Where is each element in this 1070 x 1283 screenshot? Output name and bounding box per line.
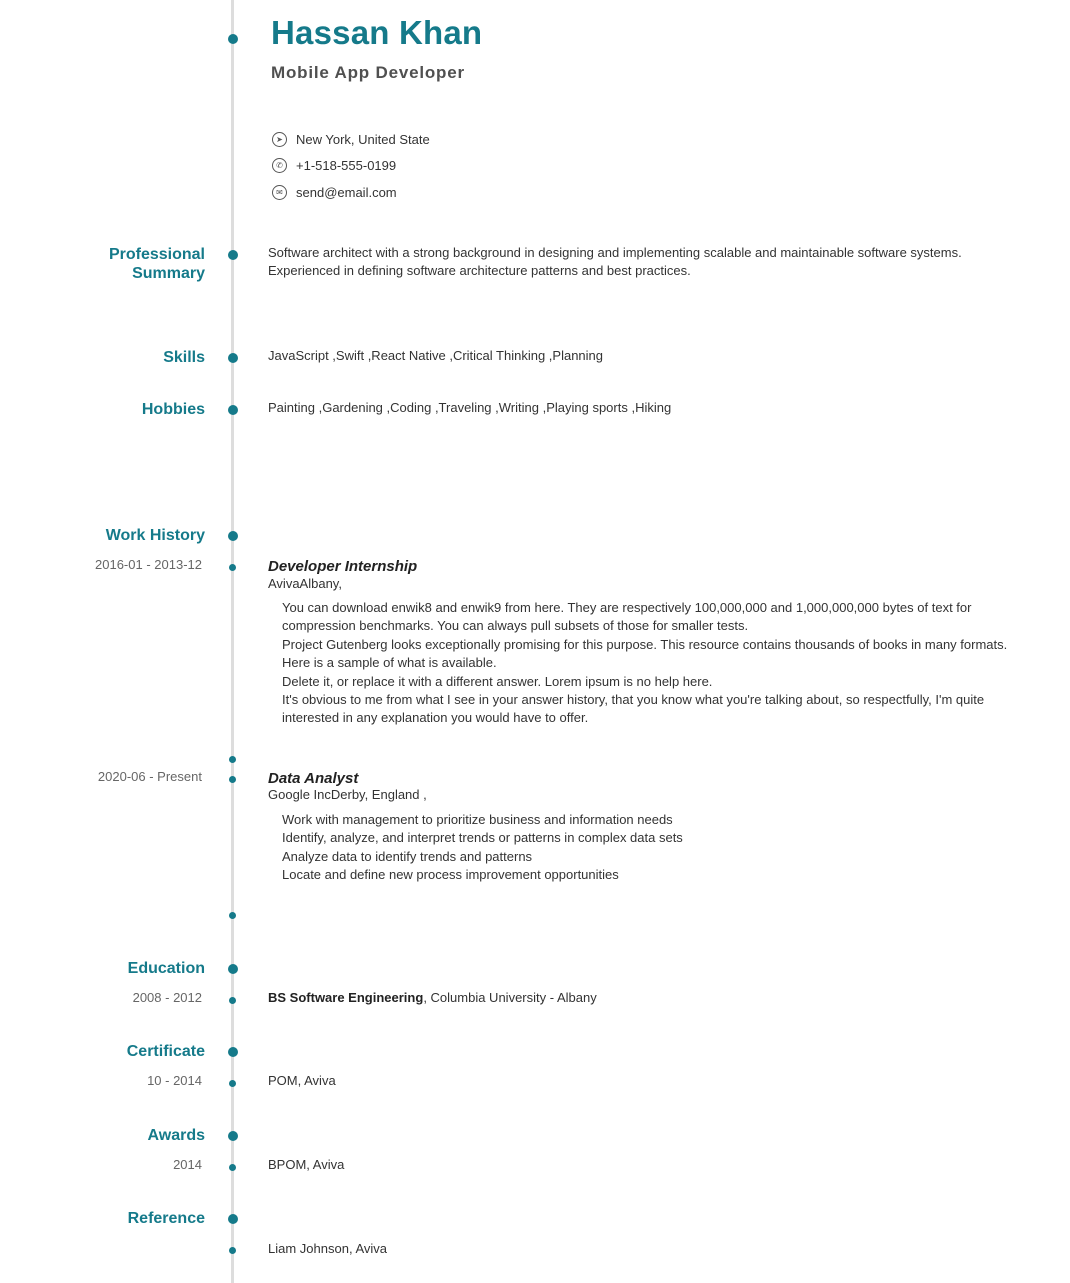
contact-phone xyxy=(272,158,396,173)
job-company: AvivaAlbany, xyxy=(268,576,342,591)
hobbies-heading: Hobbies xyxy=(141,401,205,418)
summary-heading-line2: Summary xyxy=(132,265,205,282)
job-dates: 2016-01 - 2013-12 xyxy=(95,557,202,572)
education-school: , Columbia University - Albany xyxy=(423,990,597,1005)
education-degree: BS Software Engineering xyxy=(268,990,424,1005)
timeline-dot xyxy=(228,964,238,974)
timeline-dot xyxy=(228,1131,238,1141)
job-title: Data Analyst xyxy=(268,770,359,787)
timeline-dot xyxy=(228,1047,238,1057)
certificate-heading: Certificate xyxy=(126,1043,205,1060)
certificate-text: POM, Aviva xyxy=(268,1073,336,1088)
job-description-line: Delete it, or replace it with a different answer. Lorem ipsum is no help here. xyxy=(282,673,713,689)
job-dates: 2020-06 - Present xyxy=(97,769,202,784)
job-description-line: Work with management to prioritize business and information needs xyxy=(282,812,673,827)
candidate-title: Mobile App Developer xyxy=(271,63,465,82)
job-description-line: Project Gutenberg looks exceptionally promising for this purpose. This resource contains thousands of books in many formats. xyxy=(282,636,1008,652)
timeline-dot xyxy=(229,997,236,1004)
summary-heading xyxy=(45,245,205,283)
timeline-dot xyxy=(229,564,236,571)
email-icon: ✉ xyxy=(272,185,287,200)
timeline-dot xyxy=(228,353,238,363)
job-description xyxy=(282,599,1042,728)
summary-heading-line1: Professional xyxy=(108,246,205,263)
contact-email-text: send@email.com xyxy=(296,185,397,200)
job-description-line: interested in any explanation you would have to offer. xyxy=(282,710,589,726)
timeline-dot xyxy=(228,250,238,260)
hobbies-text: Painting ,Gardening ,Coding ,Traveling ,Writing ,Playing sports ,Hiking xyxy=(268,400,672,415)
job-description-line: Analyze data to identify trends and patterns xyxy=(282,848,533,864)
timeline-dot xyxy=(228,1214,238,1224)
awards-text: BPOM, Aviva xyxy=(268,1157,345,1172)
summary-line: Software architect with a strong background in designing and implementing scalable and maintainable software systems. xyxy=(268,245,962,260)
awards-heading: Awards xyxy=(147,1127,205,1144)
summary-text xyxy=(268,244,962,280)
job-description xyxy=(282,811,1042,885)
education-heading: Education xyxy=(127,960,205,977)
skills-heading: Skills xyxy=(163,349,205,366)
timeline-dot xyxy=(228,531,238,541)
timeline-dot xyxy=(229,776,236,783)
timeline-dot xyxy=(229,756,236,763)
timeline-dot xyxy=(229,1247,236,1254)
timeline-dot xyxy=(228,34,238,44)
certificate-dates: 10 - 2014 xyxy=(147,1073,202,1088)
education-entry xyxy=(268,989,597,1007)
job-description-line: You can download enwik8 and enwik9 from here. They are respectively 100,000,000 and 1,000,000,000 bytes of text for xyxy=(282,600,972,615)
contact-phone-text: +1-518-555-0199 xyxy=(296,158,397,173)
education-dates: 2008 - 2012 xyxy=(132,990,202,1005)
contact-location-text: New York, United State xyxy=(296,132,430,147)
reference-heading: Reference xyxy=(127,1210,205,1227)
skills-text: JavaScript ,Swift ,React Native ,Critical Thinking ,Planning xyxy=(268,348,604,363)
contact-location xyxy=(272,132,430,147)
timeline-dot xyxy=(228,405,238,415)
reference-text: Liam Johnson, Aviva xyxy=(268,1241,387,1256)
awards-dates: 2014 xyxy=(173,1157,202,1172)
summary-line: Experienced in defining software architecture patterns and best practices. xyxy=(268,263,691,278)
job-description-line: It's obvious to me from what I see in your answer history, that you know what you're talking about, so respectfully, I'm quite xyxy=(282,692,985,708)
job-description-line: compression benchmarks. You can always pull subsets of those for smaller tests. xyxy=(282,618,749,634)
phone-icon: ✆ xyxy=(272,158,287,173)
job-company: Google IncDerby, England , xyxy=(268,787,427,802)
timeline-line xyxy=(231,0,234,1283)
contact-email xyxy=(272,185,397,200)
location-icon: ➤ xyxy=(272,132,287,147)
job-description-line: Locate and define new process improvement opportunities xyxy=(282,867,619,883)
job-description-line: Identify, analyze, and interpret trends or patterns in complex data sets xyxy=(282,830,683,846)
timeline-dot xyxy=(229,1164,236,1171)
candidate-name: Hassan Khan xyxy=(271,14,483,51)
timeline-dot xyxy=(229,1080,236,1087)
work-history-heading: Work History xyxy=(105,527,205,544)
job-description-line: Here is a sample of what is available. xyxy=(282,655,497,671)
job-title: Developer Internship xyxy=(268,558,418,575)
timeline-dot xyxy=(229,912,236,919)
